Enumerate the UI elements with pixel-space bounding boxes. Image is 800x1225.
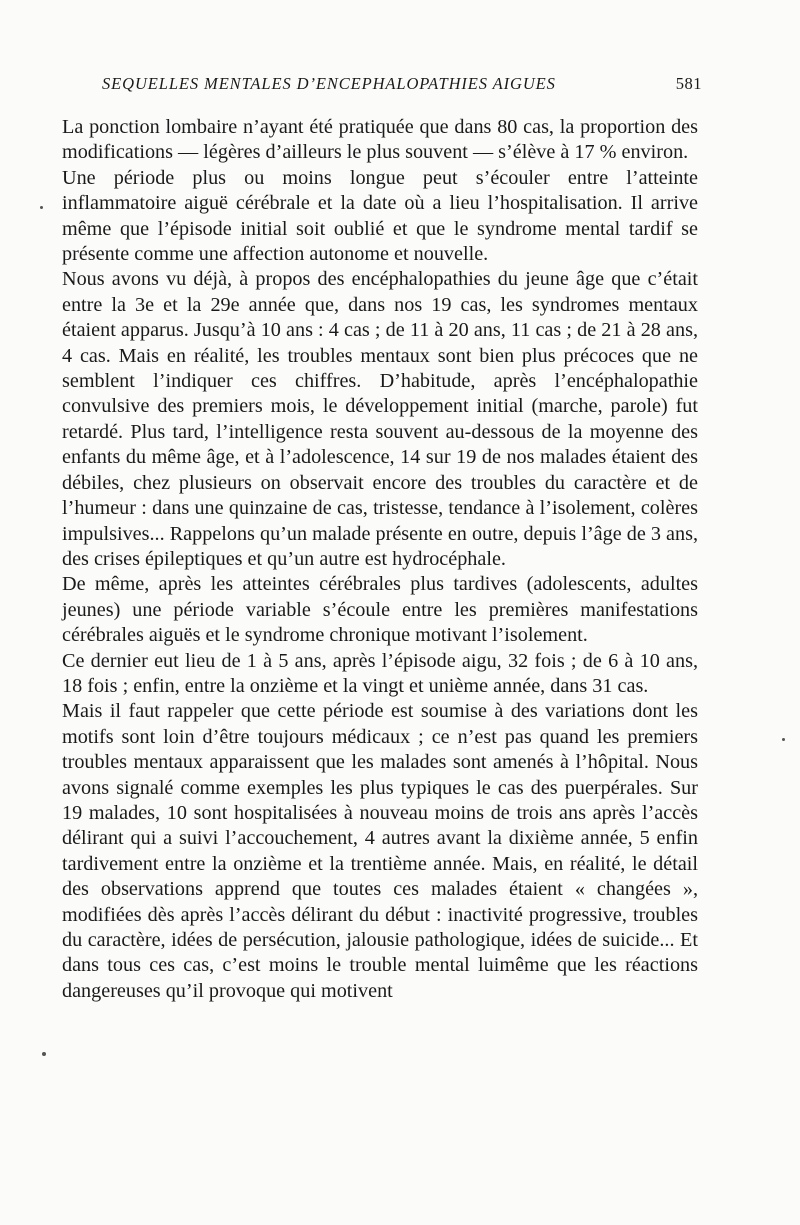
paragraph-3: Nous avons vu déjà, à propos des encéphalopathies du jeune âge que c’était entre la 3e et la 29e année que, dans nos 19 cas, les syndromes mentaux étaient apparus. Jusqu’à 10 ans : 4 cas ; de 11 à 20 ans, 11 cas ; de 21 à 28 ans, 4 cas. Mais en réalité, les troubles mentaux sont bien plus précoces que ne semblent l’indiquer ces chiffres. D’habitude, après l’encéphalopathie convulsive des premiers mois, le développement initial (marche, parole) fut retardé. Plus tard, l’intelligence resta souvent au-dessous de la moyenne des enfants du même âge, et à l’adolescence, 14 sur 19 de nos malades étaient des débiles, chez plusieurs on observait encore des troubles du caractère et de l’humeur : dans une quinzaine de cas, tristesse, tendance à l’isolement, colères impulsives... Rappelons qu’un malade présente en outre, depuis l’âge de 3 ans, des crises épileptiques et qu’un autre est hydrocéphale. <box>62 268 698 570</box>
paragraph-4: De même, après les atteintes cérébrales plus tardives (adolescents, adultes jeunes) une période variable s’écoule entre les premières manifestations cérébrales aiguës et le syndrome chronique motivant l’isolement. <box>62 573 698 647</box>
margin-speck <box>42 1052 46 1056</box>
paragraph-1: La ponction lombaire n’ayant été pratiquée que dans 80 cas, la proportion des modifications — légères d’ailleurs le plus souvent — s’élève à 17 % environ. <box>62 116 698 164</box>
paragraph-6: Mais il faut rappeler que cette période est soumise à des variations dont les motifs sont loin d’être toujours médicaux ; ce n’est pas quand les premiers troubles mentaux apparaissent que les malades sont amenés à l’hôpital. Nous avons signalé comme exemples les plus typiques le cas des puerpérales. Sur 19 malades, 10 sont hospitalisées à nouveau moins de trois ans après l’accès délirant qui a suivi l’accouchement, 4 autres avant la dixième année, 5 enfin tardivement entre la onzième et la trentième année. Mais, en réalité, le détail des observations apprend que toutes ces malades étaient « changées », modifiées dès après l’accès délirant du début : inactivité progressive, troubles du caractère, idées de persécution, jalousie pathologique, idées de suicide... Et dans tous ces cas, c’est moins le trouble mental luimême que les réactions dangereuses qu’il provoque qui motivent <box>62 700 698 1002</box>
margin-speck <box>782 738 785 741</box>
page-number: 581 <box>675 74 702 93</box>
paragraph-2: Une période plus ou moins longue peut s’écouler entre l’atteinte inflammatoire aiguë cérébrale et la date où a lieu l’hospitalisation. Il arrive même que l’épisode initial soit oublié et que le syndrome mental tardif se présente comme une affection autonome et nouvelle. <box>62 166 698 266</box>
paragraph-5: Ce dernier eut lieu de 1 à 5 ans, après l’épisode aigu, 32 fois ; de 6 à 10 ans, 18 fois ; enfin, entre la onzième et la vingt et unième année, dans 31 cas. <box>62 649 698 697</box>
body-text <box>62 115 698 1004</box>
running-title: SEQUELLES MENTALES D’ENCEPHALOPATHIES AIGUES <box>102 74 556 93</box>
running-header <box>62 74 700 98</box>
margin-speck <box>40 206 43 209</box>
